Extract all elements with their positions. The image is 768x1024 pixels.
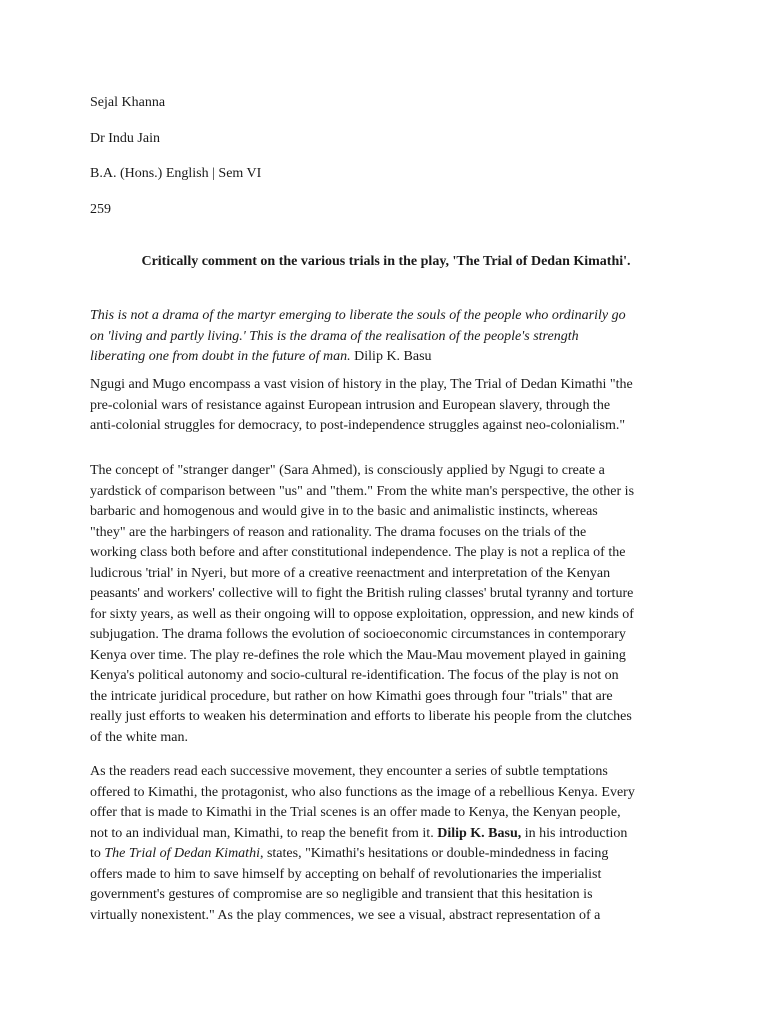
epigraph-line: liberating one from doubt in the future of man. <box>90 349 351 364</box>
epigraph-line: This is not a drama of the martyr emerging to liberate the souls of the people who ordinarily go <box>90 308 626 323</box>
paragraph-3 <box>90 762 682 926</box>
document-page <box>90 0 682 1024</box>
epigraph-attribution: Dilip K. Basu <box>350 349 432 364</box>
roll-number: 259 <box>90 202 111 217</box>
text-run: not to an individual man, Kimathi, to reap the benefit from it. <box>90 825 438 841</box>
essay-question-title: Critically comment on the various trials in the play, 'The Trial of Dedan Kimathi'. <box>141 254 631 269</box>
text-run: , states, "Kimathi's hesitations or double-mindedness in facing <box>259 846 609 861</box>
text-line: really just efforts to weaken his determination and efforts to liberate his people from the clutches <box>90 709 632 724</box>
text-line: offered to Kimathi, the protagonist, who also functions as the image of a rebellious Kenya. Every <box>90 784 635 800</box>
text-line: Kenya over time. The play re-defines the role which the Mau-Mau movement played in gaining <box>90 647 626 663</box>
epigraph-line: on 'living and partly living.' This is the drama of the realisation of the people's strength <box>90 328 579 344</box>
cited-author: Dilip K. Basu, <box>437 825 522 841</box>
text-line: working class both before and after constitutional independence. The play is not a replica of the <box>90 545 626 560</box>
text-line: Ngugi and Mugo encompass a vast vision of history in the play, The Trial of Dedan Kimathi "the <box>90 377 633 392</box>
text-line: The concept of "stranger danger" (Sara Ahmed), is consciously applied by Ngugi to create a <box>90 463 605 478</box>
paragraph-2 <box>90 461 682 748</box>
text-line: "they" are the harbingers of reason and rationality. The drama focuses on the trials of the <box>90 524 587 540</box>
text-line: yardstick of comparison between "us" and "them." From the white man's perspective, the other is <box>90 483 635 499</box>
instructor-name: Dr Indu Jain <box>90 131 160 146</box>
text-line: for sixty years, as well as their ongoing will to oppose exploitation, oppression, and new kinds of <box>90 606 634 622</box>
epigraph <box>90 306 682 368</box>
text-line: pre-colonial wars of resistance against European intrusion and European slavery, through the <box>90 397 611 413</box>
text-line: offers made to him to save himself by accepting on behalf of revolutionaries the imperialist <box>90 866 602 882</box>
text-line: virtually nonexistent." As the play commences, we see a visual, abstract representation of a <box>90 907 601 923</box>
text-line: ludicrous 'trial' in Nyeri, but more of a creative reenactment and interpretation of the Kenyan <box>90 565 611 581</box>
text-line: As the readers read each successive movement, they encounter a series of subtle temptations <box>90 764 608 779</box>
paragraph-1 <box>90 375 682 437</box>
text-run: to <box>90 846 105 861</box>
cited-title: The Trial of Dedan Kimathi <box>104 846 260 861</box>
text-line: Kenya's political autonomy and socio-cultural re-identification. The focus of the play is not on <box>90 668 619 683</box>
text-line: government's gestures of compromise are so negligible and transient that this hesitation is <box>90 887 593 902</box>
author-name: Sejal Khanna <box>90 95 166 110</box>
text-line: peasants' and workers' collective will to fight the British ruling classes' brutal tyranny and torture <box>90 586 634 601</box>
text-line: the intricate juridical procedure, but rather on how Kimathi goes through four "trials" that are <box>90 688 613 704</box>
course-info: B.A. (Hons.) English | Sem VI <box>90 166 262 181</box>
text-line: anti-colonial struggles for democracy, to post-independence struggles against neo-colonialism." <box>90 418 626 433</box>
text-line: of the white man. <box>90 729 188 745</box>
text-line: offer that is made to Kimathi in the Trial scenes is an offer made to Kenya, the Kenyan people, <box>90 805 621 820</box>
text-line: subjugation. The drama follows the evolution of socioeconomic circumstances in contemporary <box>90 627 626 642</box>
text-line: barbaric and homogenous and would give in to the basic and animalistic instincts, whereas <box>90 504 598 519</box>
text-run: in his introduction <box>521 825 628 841</box>
